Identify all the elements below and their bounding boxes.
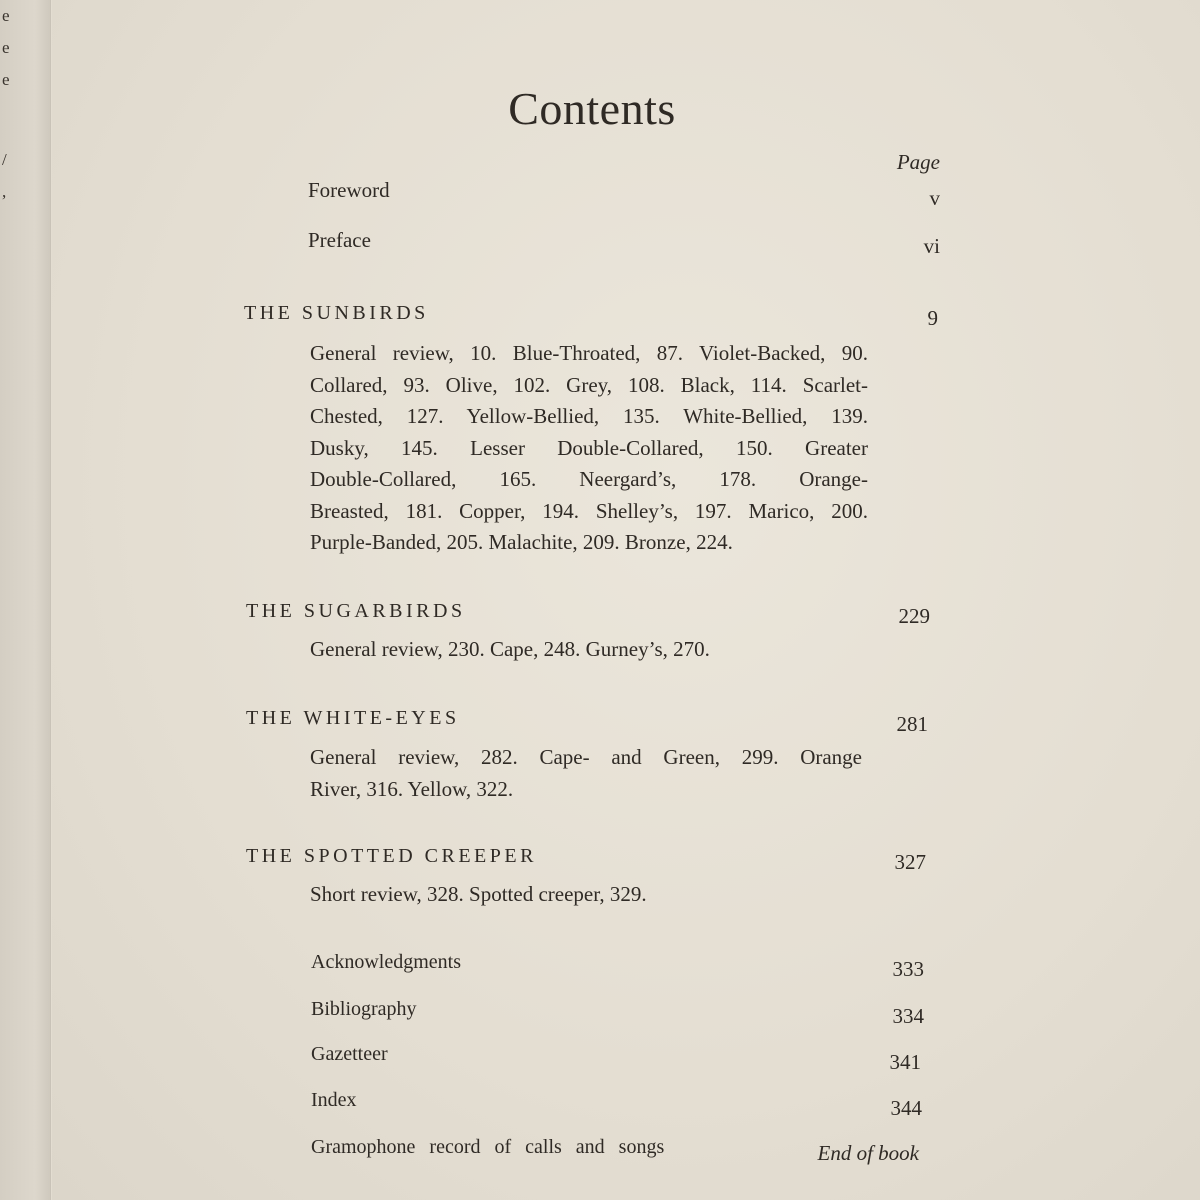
entry-line: General review, 282. Cape- and Green, 299. Orange — [310, 745, 862, 769]
facing-page-fragment: / — [2, 150, 7, 169]
section-entries — [310, 742, 862, 805]
entry-line: General review, 10. Blue-Throated, 87. Violet-Backed, 90. — [310, 341, 868, 365]
entry-line: Short review, 328. Spotted creeper, 329. — [310, 882, 647, 906]
section-entries — [310, 634, 868, 666]
entry-line: Breasted, 181. Copper, 194. Shelley’s, 197. Marico, 200. — [310, 498, 868, 523]
facing-page-fragment: e — [2, 6, 10, 25]
section-title: THE SUGARBIRDS — [246, 600, 466, 622]
back-matter-page: 334 — [892, 1004, 924, 1028]
back-matter-page: 341 — [889, 1050, 921, 1074]
facing-page-fragment: e — [2, 70, 10, 89]
section-page: 327 — [894, 850, 926, 874]
back-matter-page: End of book — [817, 1141, 919, 1165]
section-page: 229 — [898, 604, 930, 628]
back-matter-page: 333 — [892, 957, 924, 981]
back-matter-label: Acknowledgments — [311, 951, 461, 973]
entry-line: River, 316. Yellow, 322. — [310, 776, 514, 801]
book-page — [52, 0, 1200, 1200]
front-matter-label: Foreword — [308, 178, 390, 202]
entry-line: Collared, 93. Olive, 102. Grey, 108. Black, 114. Scarlet- — [310, 372, 868, 397]
section-page: 281 — [896, 712, 928, 736]
back-matter-label: Index — [311, 1089, 357, 1111]
back-matter-label: Gazetteer — [311, 1043, 388, 1065]
back-matter-label: Bibliography — [311, 998, 417, 1020]
section-entries — [310, 879, 870, 911]
page-title: Contents — [508, 83, 676, 134]
section-entries — [310, 338, 868, 559]
front-matter-page: vi — [923, 234, 940, 258]
facing-page-fragment: , — [2, 182, 7, 201]
back-matter-label: Gramophone record of calls and songs — [311, 1136, 665, 1158]
facing-page-edge — [0, 0, 51, 1200]
section-title: THE SUNBIRDS — [244, 302, 429, 324]
page-column-header: Page — [896, 150, 940, 174]
front-matter-label: Preface — [308, 228, 371, 252]
section-title: THE WHITE-EYES — [246, 707, 460, 729]
back-matter-page: 344 — [890, 1096, 922, 1120]
section-title: THE SPOTTED CREEPER — [246, 845, 537, 867]
entry-line: Double-Collared, 165. Neergard’s, 178. Orange- — [310, 467, 868, 491]
entry-line: Purple-Banded, 205. Malachite, 209. Bronze, 224. — [310, 530, 733, 554]
entry-line: Chested, 127. Yellow-Bellied, 135. White-Bellied, 139. — [310, 404, 868, 428]
entry-line: General review, 230. Cape, 248. Gurney’s, 270. — [310, 637, 710, 661]
facing-page-fragment: e — [2, 38, 10, 57]
section-page: 9 — [927, 306, 938, 330]
entry-line: Dusky, 145. Lesser Double-Collared, 150. Greater — [310, 435, 868, 460]
front-matter-page: v — [929, 186, 940, 210]
